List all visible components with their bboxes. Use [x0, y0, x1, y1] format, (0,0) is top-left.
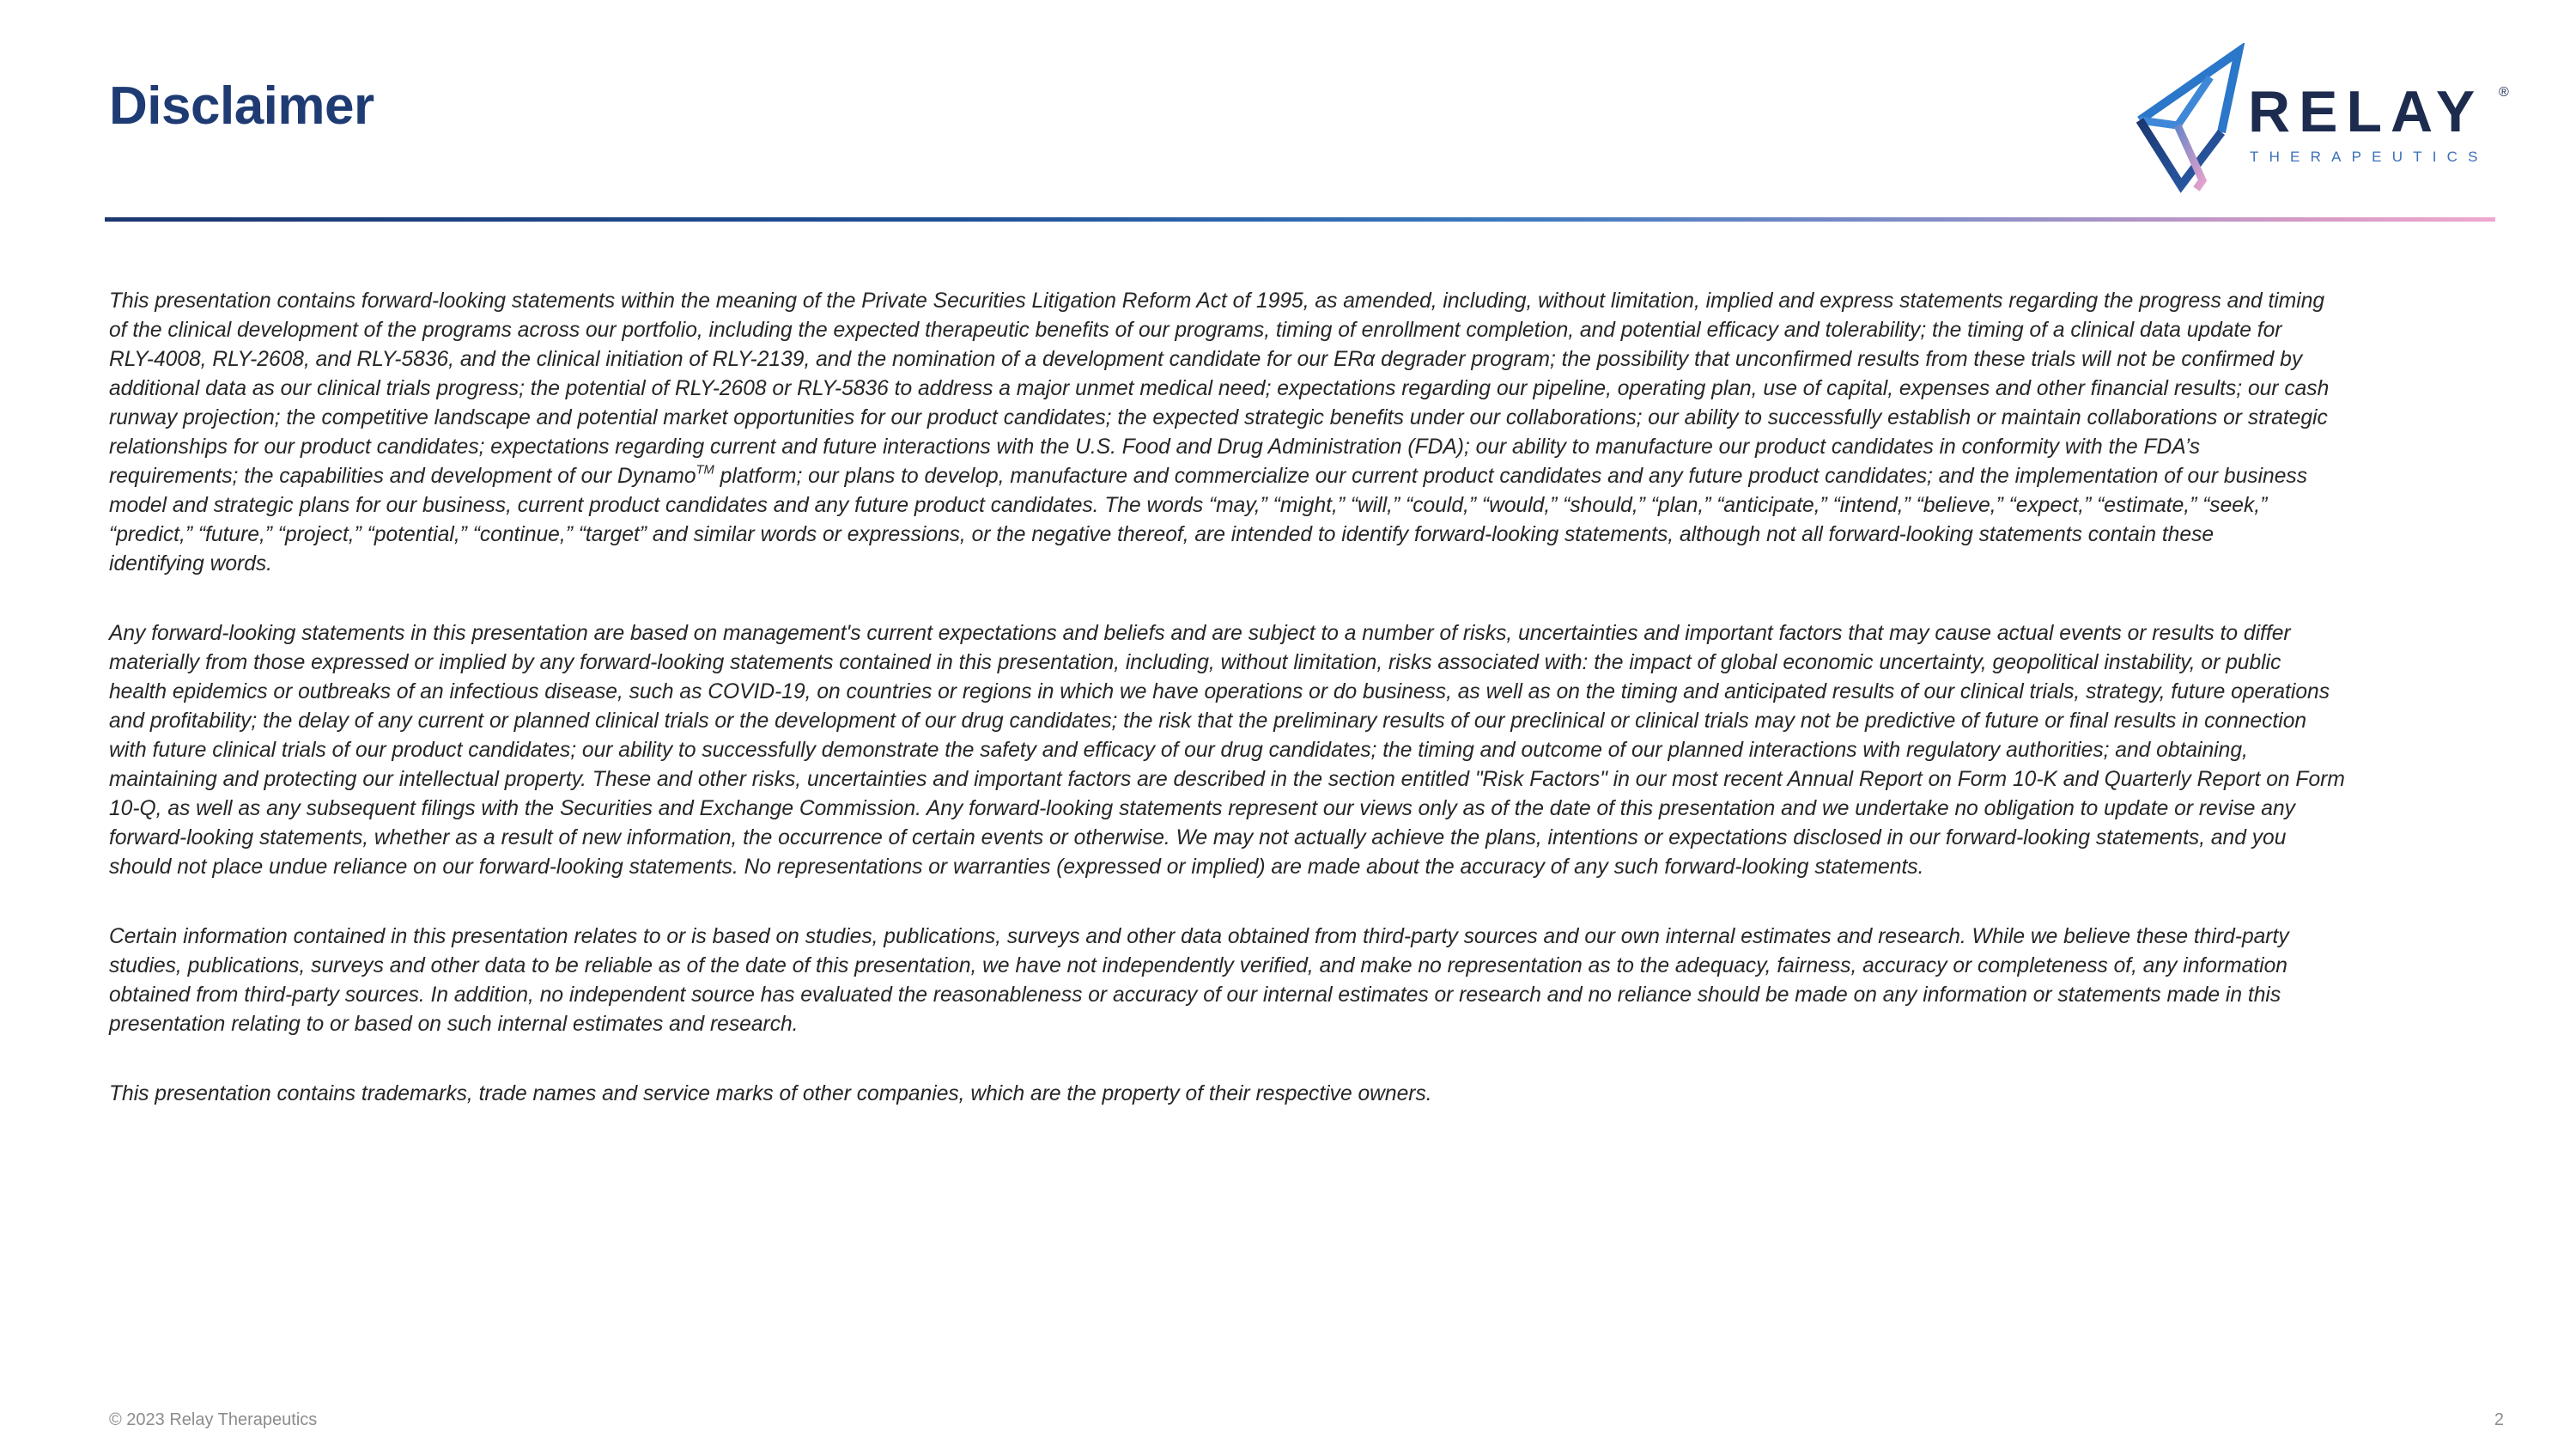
paragraph-forward-looking: This presentation contains forward-looking statements within the meaning of the Private Securities Litigation Reform Act of 1995, as amended, including, without limitation, implied and express statements regarding the progress and timing of the clinical development of the programs across our portfolio, including the expected therapeutic benefits of our programs, timing of enrollment completion, and potential efficacy and tolerability; the timing of a clinical data update for RLY-4008, RLY-2608, and RLY-5836, and the clinical initiation of RLY-2139, and the nomination of a development candidate for our ERα degrader program; the possibility that unconfirmed results from these trials will not be confirmed by additional data as our clinical trials progress; the potential of RLY-2608 or RLY-5836 to address a major unmet medical need; expectations regarding our pipeline, operating plan, use of capital, expenses and other financial results; our cash runway projection; the competitive landscape and potential market opportunities for our product candidates; the expected strategic benefits under our collaborations; our ability to successfully establish or maintain collaborations or strategic relationships for our product candidates; expectations regarding current and future interactions with the U.S. Food and Drug Administration (FDA); our ability to manufacture our product candidates in conformity with the FDA’s requirements; the capabilities and development of our Dynamo™ platform; our plans to develop, manufacture and commercialize our current product candidates and any future product candidates; and the implementation of our business model and strategic plans for our business, current product candidates and any future product candidates. The words “may,” “might,” “will,” “could,” “would,” “should,” “plan,” “anticipate,” “intend,” “believe,” “expect,” “estimate,” “seek,” “predict,” “future,” “project,” “potential,” “continue,” “target” and similar words or expressions, or the negative thereof, are intended to identify forward-looking statements, although not all forward-looking statements contain these identifying words.: [109, 289, 2330, 575]
logo-tagline: THERAPEUTICS: [2250, 149, 2488, 165]
page-number: 2: [2494, 1410, 2504, 1429]
title-divider: [105, 217, 2495, 222]
paragraph-trademarks: This presentation contains trademarks, trade names and service marks of other companies, which are the property of their respective owners.: [109, 1082, 1432, 1105]
disclaimer-body: [109, 287, 2479, 1149]
slide-title: Disclaimer: [109, 76, 374, 136]
logo-wordmark: RELAY: [2248, 79, 2484, 144]
paragraph-risks: Any forward-looking statements in this presentation are based on management's current expectations and beliefs and are subject to a number of risks, uncertainties and important factors that may cause actual events or results to differ materially from those expressed or implied by any forward-looking statements contained in this presentation, including, without limitation, risks associated with: the impact of global economic uncertainty, geopolitical instability, or public health epidemics or outbreaks of an infectious disease, such as COVID-19, on countries or regions in which we have operations or do business, as well as on the timing and anticipated results of our clinical trials, strategy, future operations and profitability; the delay of any current or planned clinical trials or the development of our drug candidates; the risk that the preliminary results of our preclinical or clinical trials may not be predictive of future or final results in connection with future clinical trials of our product candidates; our ability to successfully demonstrate the safety and efficacy of our drug candidates; the timing and outcome of our planned interactions with regulatory authorities; and obtaining, maintaining and protecting our intellectual property. These and other risks, uncertainties and important factors are described in the section entitled "Risk Factors" in our most recent Annual Report on Form 10-K and Quarterly Report on Form 10-Q, as well as any subsequent filings with the Securities and Exchange Commission. Any forward-looking statements represent our views only as of the date of this presentation and we undertake no obligation to update or revise any forward-looking statements, whether as a result of new information, the occurrence of certain events or otherwise. We may not actually achieve the plans, intentions or expectations disclosed in our forward-looking statements, and you should not place undue reliance on our forward-looking statements. No representations or warranties (expressed or implied) are made about the accuracy of any such forward-looking statements.: [109, 622, 2345, 879]
logo-registered-mark: ®: [2499, 85, 2509, 100]
footer-copyright: © 2023 Relay Therapeutics: [109, 1410, 318, 1429]
trademark-superscript: TM: [696, 463, 714, 478]
paragraph-third-party-data: Certain information contained in this presentation relates to or is based on studies, publications, surveys and other data obtained from third-party sources and our own internal estimates and research. While we believe these third-party studies, publications, surveys and other data to be reliable as of the date of this presentation, we have not independently verified, and make no representation as to the adequacy, fairness, accuracy or completeness of, any information obtained from third-party sources. In addition, no independent source has evaluated the reasonableness or accuracy of our internal estimates or research and no reliance should be made on any information or statements made in this presentation relating to or based on such internal estimates and research.: [109, 925, 2289, 1036]
logo-mark-icon: [2140, 52, 2239, 189]
relay-therapeutics-logo: [2121, 43, 2524, 198]
